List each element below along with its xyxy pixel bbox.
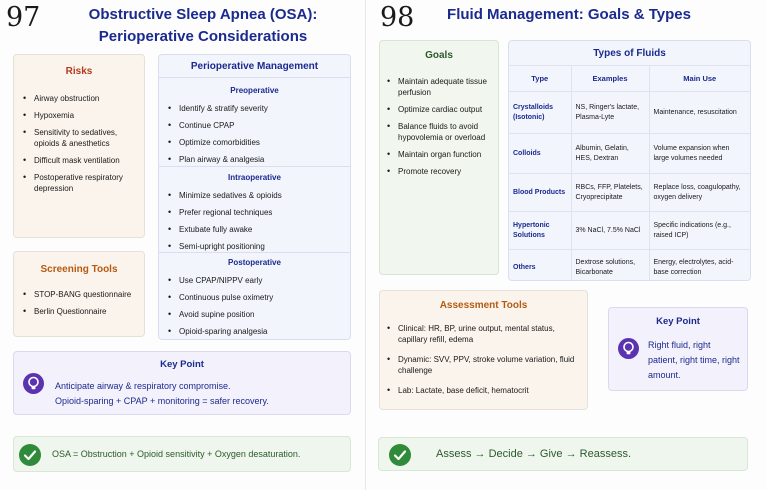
table-header-row <box>509 66 750 92</box>
page-97 <box>0 0 366 490</box>
summary-text: Assess → Decide → Give → Reassess. <box>436 448 632 460</box>
list-item: • Balance fluids to avoid hypovolemia or overload <box>384 121 492 143</box>
column-header: Type <box>509 66 571 92</box>
table-cell: Specific indications (e.g., raised ICP) <box>649 212 750 250</box>
summary-banner <box>378 437 748 471</box>
table-row <box>509 250 750 282</box>
table-row <box>509 174 750 212</box>
key-point-heading: Key Point <box>656 316 700 327</box>
list-item: • Hypoxemia <box>20 110 138 121</box>
assessment-list <box>384 323 581 396</box>
fluid-types-heading: Types of Fluids <box>593 48 666 59</box>
list-item: • Optimize cardiac output <box>384 104 492 115</box>
key-point-box <box>608 307 748 391</box>
assessment-heading: Assessment Tools <box>439 300 528 311</box>
list-item: • Clinical: HR, BP, urine output, mental status, capillary refill, edema <box>384 323 581 345</box>
risks-box <box>13 54 145 238</box>
list-item: • Opioid-sparing analgesia <box>165 326 346 337</box>
list-item: • Semi-upright positioning <box>165 241 346 252</box>
table-cell: Volume expansion when large volumes needed <box>649 134 750 174</box>
assessment-box <box>379 290 588 410</box>
table-cell: Others <box>509 250 571 282</box>
fluid-types-table <box>509 65 750 281</box>
list-item: • Postoperative respiratory depression <box>20 172 138 194</box>
list-item: • Maintain organ function <box>384 149 492 160</box>
column-header: Examples <box>571 66 649 92</box>
list-item: • Optimize comorbidities <box>165 137 346 148</box>
list-item: • Continuous pulse oximetry <box>165 292 346 303</box>
list-item: • STOP-BANG questionnaire <box>20 289 138 300</box>
lightbulb-icon <box>618 338 639 359</box>
preop-section <box>159 86 350 171</box>
table-row <box>509 92 750 134</box>
list-item: • Prefer regional techniques <box>165 207 346 218</box>
list-item: • Minimize sedatives & opioids <box>165 190 346 201</box>
title-line-1: Obstructive Sleep Apnea (OSA): <box>88 6 318 23</box>
risks-list <box>20 93 138 194</box>
key-point-text <box>55 379 269 409</box>
table-row <box>509 134 750 174</box>
list-item: • Avoid supine position <box>165 309 346 320</box>
key-point-line-2: Opioid-sparing + CPAP + monitoring = safer recovery. <box>55 396 269 406</box>
list-item: • Difficult mask ventilation <box>20 155 138 166</box>
key-point-box <box>13 351 351 415</box>
divider <box>159 252 350 253</box>
list-item: • Dynamic: SVV, PPV, stroke volume variation, fluid challenge <box>384 354 581 376</box>
title-line-2: Perioperative Considerations <box>98 28 308 45</box>
goals-list <box>384 76 492 177</box>
summary-banner <box>13 436 351 472</box>
page-number: 98 <box>380 2 415 33</box>
table-cell: Colloids <box>509 134 571 174</box>
list-item: • Plan airway & analgesia <box>165 154 346 165</box>
list-item: • Airway obstruction <box>20 93 138 104</box>
table-cell: Replace loss, coagulopathy, oxygen delivery <box>649 174 750 212</box>
column-header: Main Use <box>649 66 750 92</box>
screening-box <box>13 251 145 337</box>
page-title <box>40 4 366 48</box>
checkmark-icon <box>389 444 411 466</box>
table-cell: RBCs, FFP, Platelets, Cryoprecipitate <box>571 174 649 212</box>
list-item: • Sensitivity to sedatives, opioids & anesthetics <box>20 127 138 149</box>
intraop-section <box>159 173 350 258</box>
list-item: • Use CPAP/NIPPV early <box>165 275 346 286</box>
list-item: • Identify & stratify severity <box>165 103 346 114</box>
table-cell: Albumin, Gelatin, HES, Dextran <box>571 134 649 174</box>
fluid-types-box <box>508 40 751 281</box>
intraop-heading: Intraoperative <box>228 173 281 182</box>
preop-heading: Preoperative <box>230 86 279 95</box>
table-cell: NS, Ringer's lactate, Plasma-Lyte <box>571 92 649 134</box>
goals-heading: Goals <box>425 50 453 61</box>
postop-heading: Postoperative <box>228 258 281 267</box>
screening-list <box>20 289 138 317</box>
list-item: • Berlin Questionnaire <box>20 306 138 317</box>
table-cell: 3% NaCl, 7.5% NaCl <box>571 212 649 250</box>
list-item: • Promote recovery <box>384 166 492 177</box>
checkmark-icon <box>19 444 41 466</box>
divider <box>159 77 350 78</box>
table-cell: Dextrose solutions, Bicarbonate <box>571 250 649 282</box>
table-cell: Maintenance, resuscitation <box>649 92 750 134</box>
management-heading: Perioperative Management <box>190 61 319 72</box>
list-item: • Extubate fully awake <box>165 224 346 235</box>
list-item: • Continue CPAP <box>165 120 346 131</box>
screening-heading: Screening Tools <box>40 264 118 275</box>
table-cell: Blood Products <box>509 174 571 212</box>
table-cell: Crystalloids (Isotonic) <box>509 92 571 134</box>
key-point-line-1: Anticipate airway & respiratory compromise. <box>55 381 231 391</box>
postop-section <box>159 258 350 340</box>
divider <box>159 166 350 167</box>
key-point-text: Right fluid, right patient, right time, right amount. <box>648 340 740 380</box>
page-98 <box>367 0 767 490</box>
management-box <box>158 54 351 340</box>
lightbulb-icon <box>23 373 44 394</box>
goals-box <box>379 40 499 275</box>
table-cell: Energy, electrolytes, acid-base correction <box>649 250 750 282</box>
list-item: • Lab: Lactate, base deficit, hematocrit <box>384 385 581 396</box>
key-point-heading: Key Point <box>160 359 204 370</box>
table-cell: Hypertonic Solutions <box>509 212 571 250</box>
list-item: • Maintain adequate tissue perfusion <box>384 76 492 98</box>
page-number: 97 <box>6 2 41 33</box>
summary-text: OSA = Obstruction + Opioid sensitivity + Oxygen desaturation. <box>52 449 301 459</box>
table-row <box>509 212 750 250</box>
page-title: Fluid Management: Goals & Types <box>447 6 691 23</box>
risks-heading: Risks <box>65 66 93 77</box>
